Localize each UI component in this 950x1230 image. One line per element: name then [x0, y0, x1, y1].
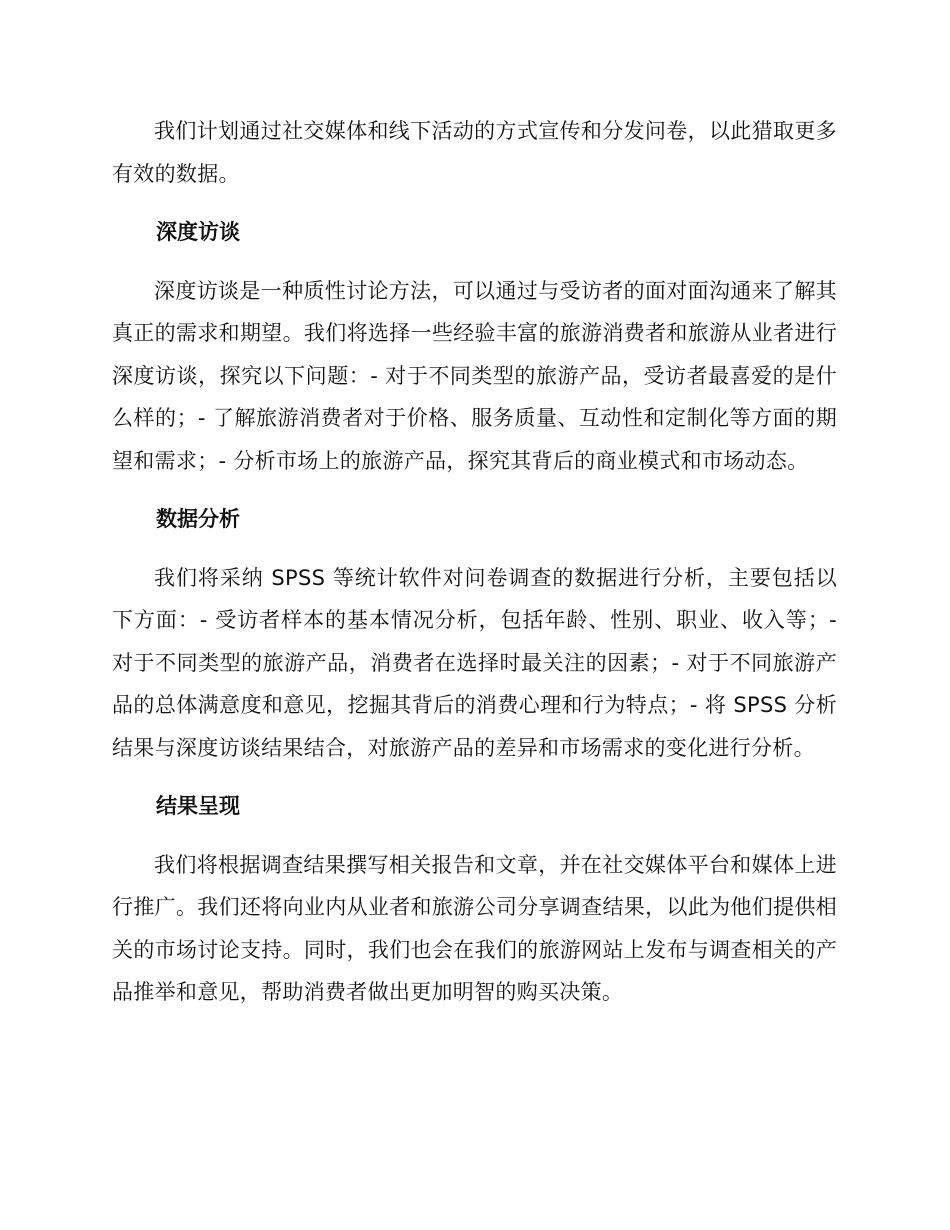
paragraph-survey-distribution: 我们计划通过社交媒体和线下活动的方式宣传和分发问卷，以此猎取更多有效的数据。 [112, 119, 837, 186]
heading-in-depth-interview: 深度访谈 [156, 220, 240, 244]
paragraph-in-depth-interview: 深度访谈是一种质性讨论方法，可以通过与受访者的面对面沟通来了解其真正的需求和期望。我们将选择一些经验丰富的旅游消费者和旅游从业者进行深度访谈，探究以下问题：- 对于不同类型的旅游产品，受访者最喜爱的是什么样的；- 了解旅游消费者对于价格、服务质量、互动性和定制化等方面的期望和需求；- 分析市场上的旅游产品，探究其背后的商业模式和市场动态。 [112, 278, 837, 473]
heading-results-presentation: 结果呈现 [156, 794, 240, 818]
heading-data-analysis: 数据分析 [156, 507, 240, 531]
paragraph-data-analysis: 我们将采纳 SPSS 等统计软件对问卷调查的数据进行分析，主要包括以下方面：- 受访者样本的基本情况分析，包括年龄、性别、职业、收入等；- 对于不同类型的旅游产品，消费者在选择时最关注的因素；- 对于不同旅游产品的总体满意度和意见，挖掘其背后的消费心理和行为特点；- 将 SPSS 分析结果与深度访谈结果结合，对旅游产品的差异和市场需求的变化进行分析。 [112, 565, 837, 760]
document-page [112, 110, 837, 1014]
paragraph-results-presentation: 我们将根据调查结果撰写相关报告和文章，并在社交媒体平台和媒体上进行推广。我们还将向业内从业者和旅游公司分享调查结果，以此为他们提供相关的市场讨论支持。同时，我们也会在我们的旅游网站上发布与调查相关的产品推举和意见，帮助消费者做出更加明智的购买决策。 [112, 852, 837, 1004]
